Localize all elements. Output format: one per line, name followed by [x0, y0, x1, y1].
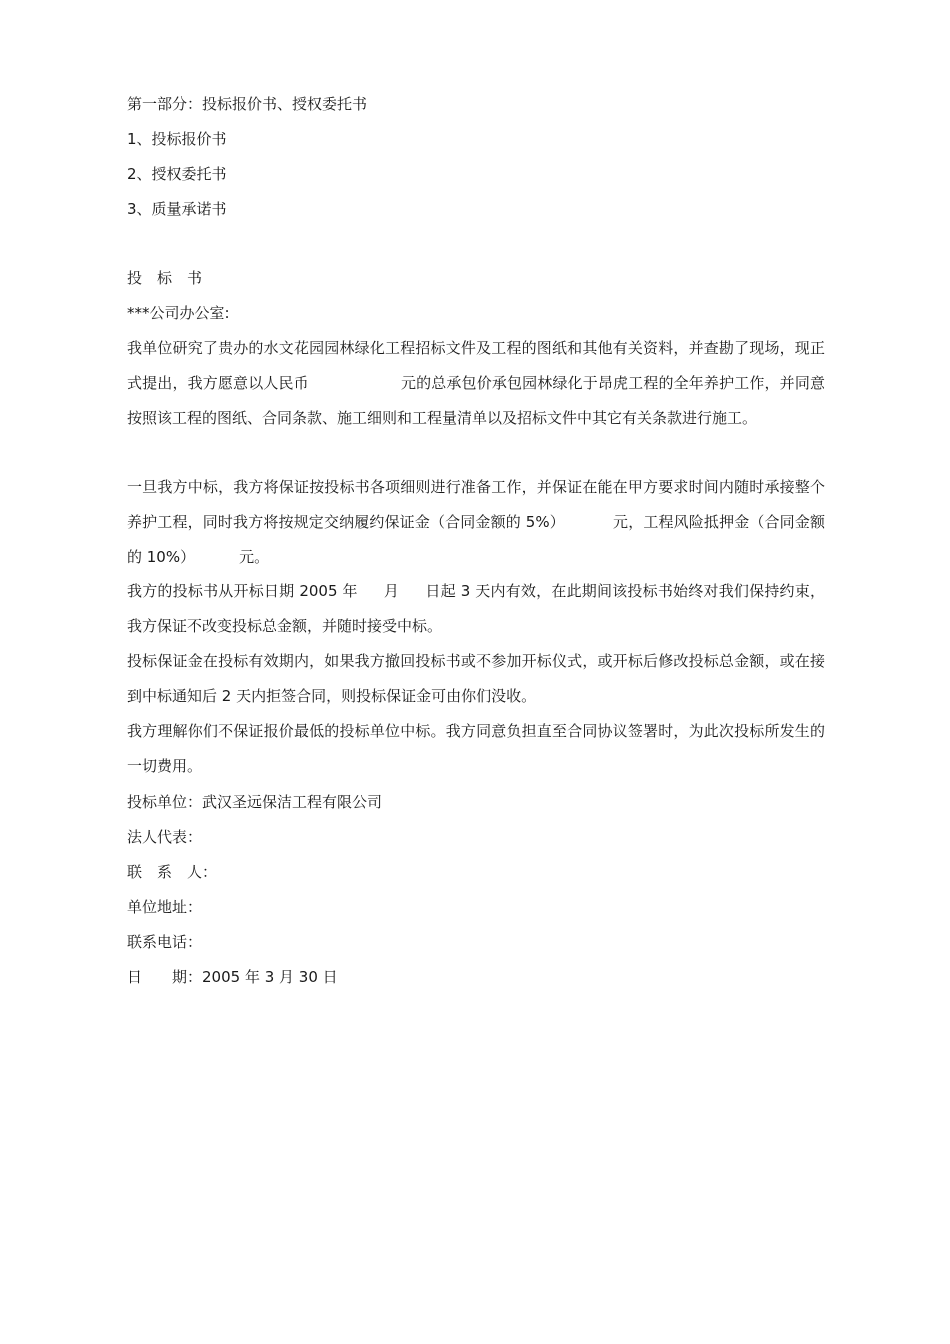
- paragraph-validity-part-b: 月: [383, 582, 400, 600]
- letter-title: 投 标 书: [127, 269, 203, 287]
- date-value: 2005 年 3 月 30 日: [202, 968, 338, 986]
- paragraph-forfeit: 投标保证金在投标有效期内，如果我方撤回投标书或不参加开标仪式，或开标后修改投标总金额，或在接到中标通知后 2 天内拒签合同，则投标保证金可由你们没收。: [127, 652, 825, 706]
- toc-item-2: 2、授权委托书: [127, 165, 227, 183]
- bidder-value: 武汉圣远保洁工程有限公司: [202, 793, 383, 811]
- paragraph-validity: [127, 574, 825, 644]
- date-label: 日 期：: [127, 968, 203, 986]
- paragraph-guarantee: [127, 470, 825, 576]
- letter-addressee: ***公司办公室:: [127, 304, 230, 322]
- address-label: 单位地址：: [127, 898, 203, 916]
- paragraph-guarantee-part-c: 元。: [239, 548, 270, 567]
- paragraph-offer-part-b: 元的总承包价承包园林绿化于昂虎工程的全年养护工作，并同意按照该工程的图纸、合同条款、施工细则和工程量清单以及招标文件中其它有关条款进行施工。: [127, 374, 825, 428]
- bidder-row: [127, 792, 382, 812]
- paragraph-guarantee-part-b: 元，工程风险抵押金（合同金额的 10%）: [127, 513, 825, 567]
- phone-label: 联系电话：: [127, 933, 203, 951]
- paragraph-validity-part-a: 我方的投标书从开标日期 2005 年: [127, 582, 358, 600]
- paragraph-offer-part-a: 我单位研究了贵办的水文花园园林绿化工程招标文件及工程的图纸和其他有关资料，并查勘了现场，现正式提出，我方愿意以人民币: [127, 339, 825, 393]
- date-row: [127, 967, 338, 987]
- paragraph-guarantee-part-a: 一旦我方中标，我方将保证按投标书各项细则进行准备工作，并保证在能在甲方要求时间内随时承接整个养护工程，同时我方将按规定交纳履约保证金（合同金额的 5%）: [127, 478, 825, 532]
- paragraph-costs: 我方理解你们不保证报价最低的投标单位中标。我方同意负担直至合同协议签署时，为此次投标所发生的一切费用。: [127, 722, 825, 776]
- paragraph-validity-part-c: 日起 3 天内有效，在此期间该投标书始终对我们保持约束，我方保证不改变投标总金额，并随时接受中标。: [127, 582, 825, 636]
- contact-label: 联 系 人：: [127, 863, 218, 881]
- toc-item-3: 3、质量承诺书: [127, 200, 227, 218]
- legal-rep-label: 法人代表：: [127, 828, 203, 846]
- toc-item-1: 1、投标报价书: [127, 130, 227, 148]
- toc-heading: 第一部分：投标报价书、授权委托书: [127, 95, 368, 113]
- paragraph-offer: [127, 331, 825, 437]
- bidder-label: 投标单位：: [127, 793, 203, 811]
